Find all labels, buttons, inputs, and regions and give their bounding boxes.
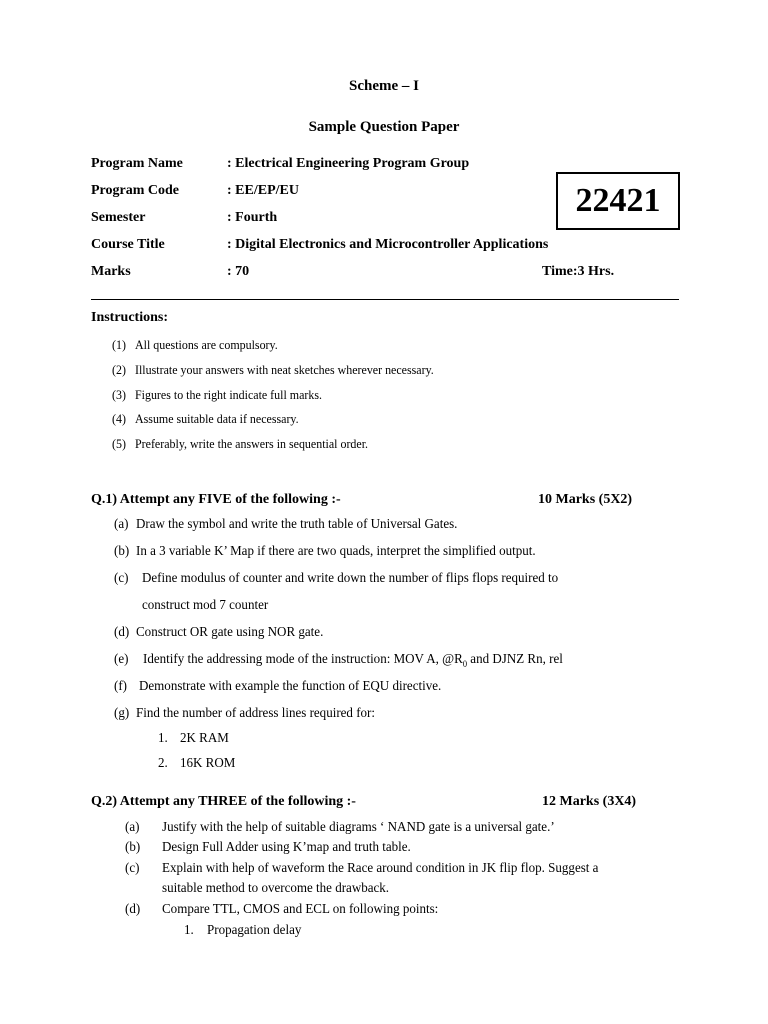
subitem-num: 2.: [158, 756, 168, 771]
question-text: [143, 652, 563, 669]
question-num: (a): [114, 517, 129, 532]
question-num: (d): [114, 625, 130, 640]
instruction-text: Figures to the right indicate full marks.: [135, 387, 323, 402]
instruction-num: (4): [112, 411, 126, 426]
question-text-continued: suitable method to overcome the drawback.: [162, 881, 390, 896]
scheme-heading: Scheme – I: [349, 78, 419, 94]
instruction-num: (2): [112, 362, 126, 377]
course-title-label: Course Title: [91, 237, 165, 252]
header-divider: [91, 299, 679, 300]
semester-value: : Fourth: [227, 210, 278, 225]
q2-title: Q.2) Attempt any THREE of the following :-: [91, 794, 356, 809]
question-text: Find the number of address lines required for:: [136, 706, 376, 721]
question-text-main: Identify the addressing mode of the instruction: MOV A, @R: [143, 652, 463, 667]
program-name-label: Program Name: [91, 156, 183, 171]
question-text: Demonstrate with example the function of EQU directive.: [139, 679, 442, 694]
question-num: (f): [114, 679, 128, 694]
subject-code-box: [556, 172, 680, 230]
marks-value: : 70: [227, 264, 250, 279]
question-num: (b): [114, 544, 130, 559]
instruction-num: (5): [112, 436, 126, 451]
program-name-value: : Electrical Engineering Program Group: [227, 156, 470, 171]
question-num: (a): [125, 820, 140, 835]
question-text: Design Full Adder using K’map and truth table.: [162, 840, 411, 855]
question-num: (c): [114, 571, 129, 586]
question-text: Explain with help of waveform the Race around condition in JK flip flop. Suggest a: [162, 861, 599, 876]
subject-code: 22421: [575, 182, 661, 219]
instruction-text: Preferably, write the answers in sequential order.: [135, 436, 369, 451]
instruction-num: (3): [112, 387, 126, 402]
question-num: (g): [114, 706, 130, 721]
instruction-num: (1): [112, 337, 126, 352]
question-text-continued: construct mod 7 counter: [142, 598, 269, 613]
q1-marks: 10 Marks (5X2): [538, 492, 633, 507]
question-text: Draw the symbol and write the truth table of Universal Gates.: [136, 517, 458, 532]
instruction-text: Illustrate your answers with neat sketches wherever necessary.: [135, 362, 434, 377]
register-subscript: 0: [462, 658, 468, 669]
question-text: Construct OR gate using NOR gate.: [136, 625, 324, 640]
subitem-num: 1.: [158, 731, 168, 746]
course-title-value: : Digital Electronics and Microcontroller Applications: [227, 237, 549, 252]
question-num: (b): [125, 840, 141, 855]
instructions-heading: Instructions:: [91, 310, 169, 325]
question-text: Define modulus of counter and write down the number of flips flops required to: [142, 571, 559, 586]
instruction-text: Assume suitable data if necessary.: [135, 411, 299, 426]
subitem-text: 16K ROM: [180, 756, 236, 771]
subitem-num: 1.: [184, 923, 194, 938]
question-num: (c): [125, 861, 140, 876]
question-text: Compare TTL, CMOS and ECL on following points:: [162, 902, 439, 917]
marks-label: Marks: [91, 264, 131, 279]
question-text: Justify with the help of suitable diagrams ‘ NAND gate is a universal gate.’: [162, 820, 555, 835]
q1-title: Q.1) Attempt any FIVE of the following :-: [91, 492, 341, 507]
question-num: (e): [114, 652, 129, 667]
time-value: Time:3 Hrs.: [542, 264, 615, 279]
q2-marks: 12 Marks (3X4): [542, 794, 637, 809]
program-code-value: : EE/EP/EU: [227, 183, 299, 198]
instruction-text: All questions are compulsory.: [135, 337, 278, 352]
question-text: In a 3 variable K’ Map if there are two quads, interpret the simplified output.: [136, 544, 536, 559]
semester-label: Semester: [91, 210, 146, 225]
subitem-text: 2K RAM: [180, 731, 229, 746]
question-num: (d): [125, 902, 141, 917]
program-code-label: Program Code: [91, 183, 179, 198]
question-text-tail: and DJNZ Rn, rel: [467, 652, 563, 667]
paper-title: Sample Question Paper: [308, 119, 460, 135]
subitem-text: Propagation delay: [207, 923, 302, 938]
